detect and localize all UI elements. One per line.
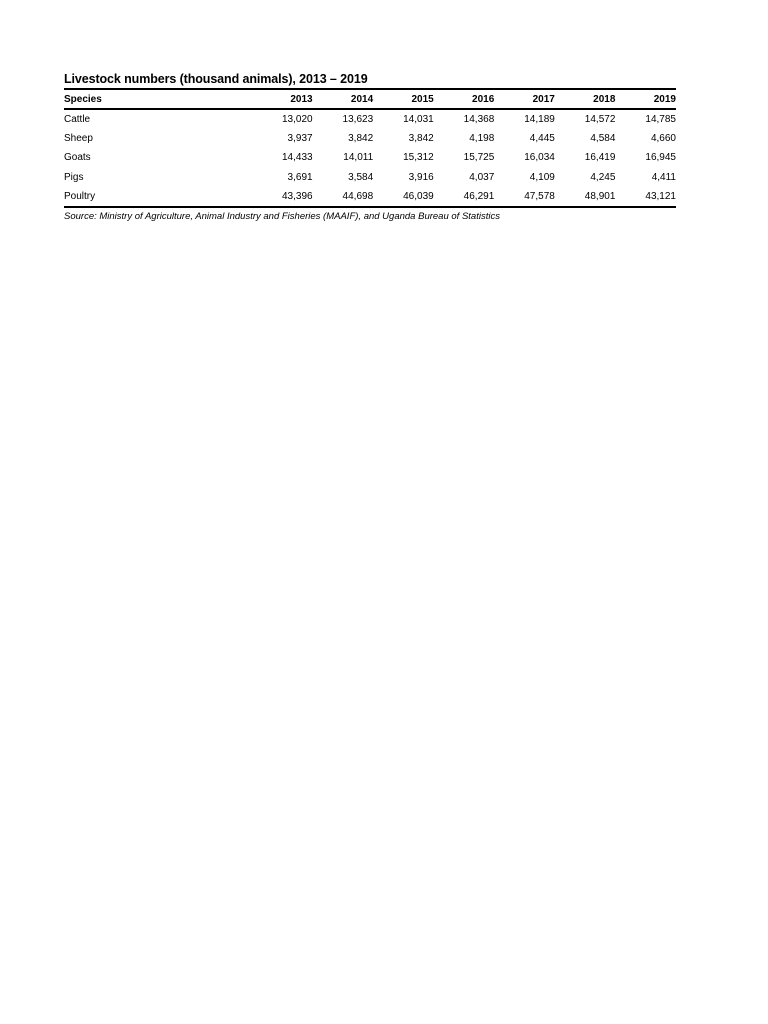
value-cell: 4,660 bbox=[650, 132, 676, 144]
value-cell: 16,945 bbox=[645, 152, 676, 164]
table-title: Livestock numbers (thousand animals), 2013 – 2019 bbox=[64, 72, 368, 86]
value-cell: 14,011 bbox=[343, 152, 374, 164]
value-cell: 13,623 bbox=[342, 113, 374, 125]
column-header-year: 2019 bbox=[653, 93, 676, 105]
value-cell: 43,396 bbox=[281, 190, 313, 202]
value-cell: 3,916 bbox=[408, 171, 434, 183]
column-header-year: 2014 bbox=[350, 93, 374, 105]
value-cell: 47,578 bbox=[524, 190, 555, 202]
value-cell: 4,445 bbox=[529, 132, 555, 144]
table-row bbox=[64, 109, 676, 129]
species-cell: Goats bbox=[64, 152, 91, 164]
value-cell: 14,785 bbox=[645, 113, 676, 125]
value-cell: 15,312 bbox=[403, 152, 434, 164]
value-cell: 4,109 bbox=[529, 171, 555, 183]
column-header-year: 2015 bbox=[411, 93, 434, 105]
value-cell: 3,842 bbox=[408, 132, 434, 144]
value-cell: 16,419 bbox=[584, 152, 616, 164]
table-row bbox=[64, 187, 676, 207]
value-cell: 14,189 bbox=[524, 113, 555, 125]
value-cell: 46,039 bbox=[403, 190, 434, 202]
value-cell: 3,584 bbox=[348, 171, 374, 183]
livestock-table bbox=[64, 88, 676, 208]
value-cell: 14,368 bbox=[463, 113, 495, 125]
value-cell: 15,725 bbox=[463, 152, 495, 164]
column-header-year: 2013 bbox=[290, 93, 313, 105]
value-cell: 4,584 bbox=[590, 132, 616, 144]
table-header-row bbox=[64, 89, 676, 109]
species-cell: Cattle bbox=[64, 113, 91, 125]
table-row bbox=[64, 168, 676, 188]
value-cell: 3,842 bbox=[348, 132, 374, 144]
value-cell: 14,433 bbox=[281, 152, 313, 164]
value-cell: 4,245 bbox=[590, 171, 616, 183]
column-header-year: 2018 bbox=[593, 93, 616, 105]
column-header-species: Species bbox=[64, 93, 102, 105]
value-cell: 46,291 bbox=[463, 190, 495, 202]
value-cell: 4,411 bbox=[651, 171, 676, 183]
value-cell: 14,031 bbox=[403, 113, 434, 125]
value-cell: 48,901 bbox=[584, 190, 616, 202]
table-row bbox=[64, 148, 676, 168]
species-cell: Poultry bbox=[64, 190, 96, 202]
value-cell: 4,037 bbox=[469, 171, 495, 183]
value-cell: 3,937 bbox=[287, 132, 313, 144]
value-cell: 14,572 bbox=[584, 113, 616, 125]
source-note: Source: Ministry of Agriculture, Animal Industry and Fisheries (MAAIF), and Uganda Bureau of Statistics bbox=[64, 210, 500, 222]
value-cell: 16,034 bbox=[524, 152, 555, 164]
column-header-year: 2017 bbox=[532, 93, 555, 105]
value-cell: 3,691 bbox=[287, 171, 313, 183]
value-cell: 44,698 bbox=[342, 190, 374, 202]
column-header-year: 2016 bbox=[472, 93, 495, 105]
livestock-table-document bbox=[64, 71, 676, 224]
value-cell: 4,198 bbox=[469, 132, 495, 144]
value-cell: 13,020 bbox=[281, 113, 313, 125]
table-row bbox=[64, 129, 676, 149]
species-cell: Sheep bbox=[64, 132, 93, 144]
species-cell: Pigs bbox=[64, 171, 84, 183]
value-cell: 43,121 bbox=[645, 190, 676, 202]
